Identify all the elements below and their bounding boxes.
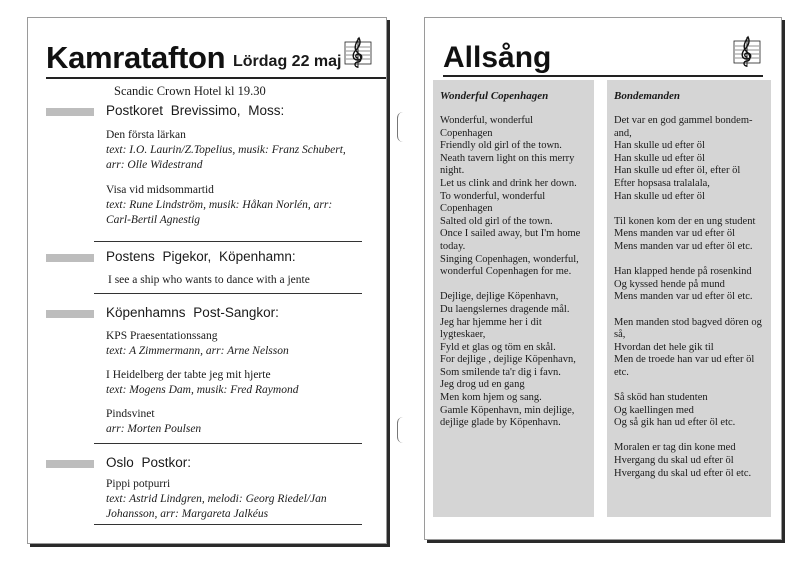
lyric-line: Friendly old girl of the town. (440, 140, 562, 152)
lyric-line (614, 254, 768, 267)
lyric-line: Neath tavern light on this merry (440, 152, 575, 164)
lyric-line: Men manden stod bagved dören og (614, 316, 762, 328)
lyrics-lines (440, 115, 594, 430)
song-credits: Carl-Bertil Agnestig (106, 214, 201, 226)
lyric-line: Som smilende ta'r dig i favn. (440, 366, 561, 378)
lyric-line: Mens manden var ud efter öl etc. (614, 240, 753, 252)
lyric-line: Hvergang du skal ud efter öl (614, 455, 734, 467)
section-marker (46, 254, 94, 262)
lyric-line: Dejlige, dejlige Köpenhavn, (440, 291, 559, 303)
song-credits: arr: Morten Poulsen (106, 423, 202, 435)
lyric-line: Once I sailed away, but I'm home (440, 228, 581, 240)
lyrics-lines (614, 115, 768, 480)
lyric-line: Til konen kom der en ung student (614, 215, 756, 227)
lyric-line (614, 304, 768, 317)
song-item (106, 183, 366, 228)
lyric-line: Så sköd han studenten (614, 392, 708, 404)
page-title: Allsång (443, 41, 552, 74)
lyric-line: today. (440, 240, 466, 252)
lyric-line: dejlige glade by Köpenhavn. (440, 417, 561, 429)
lyric-line: Fyld et glas og töm en skål. (440, 341, 556, 353)
venue-text: Scandic Crown Hotel kl 19.30 (114, 84, 266, 98)
song-credits: text: Rune Lindström, musik: Håkan Norlén, arr: (106, 199, 333, 211)
lyric-line: Copenhagen (440, 127, 493, 139)
song-item (106, 477, 366, 522)
title-underline (443, 75, 763, 77)
song-title: Wonderful Copenhagen (440, 90, 549, 102)
lyric-line: Gamle Köpenhavn, min dejlige, (440, 404, 575, 416)
choir-heading: Postkoret Brevissimo, Moss: (106, 103, 285, 118)
song-title: Bondemanden (614, 90, 681, 102)
lyric-line: Det var en god gammel bondem- (614, 115, 753, 126)
lyrics-column (433, 80, 594, 517)
page-title: Kamratafton (46, 40, 226, 75)
lyric-line: Salted old girl of the town. (440, 215, 553, 227)
music-clef-icon (732, 35, 762, 69)
lyric-line: Mens manden var ud efter öl (614, 228, 736, 240)
song-item (108, 273, 378, 288)
lyric-line: Han skulle ud efter öl (614, 152, 705, 164)
section-marker (46, 310, 94, 318)
lyric-line: Singing Copenhagen, wonderful, (440, 253, 579, 265)
lyric-line: Han skulle ud efter öl, efter öl (614, 165, 741, 177)
song-credits: Johansson, arr: Margareta Jalkéus (106, 508, 269, 520)
lyric-line: For dejlige , dejlige Köpenhavn, (440, 354, 576, 366)
lyric-line: Og så gik han ud efter öl etc. (614, 417, 736, 429)
lyric-line: Og kyssed hende på mund (614, 278, 725, 290)
choir-heading: Postens Pigekor, Köpenhamn: (106, 249, 296, 264)
lyric-line: Men kom hjem og sang. (440, 392, 542, 404)
section-divider (94, 241, 362, 242)
lyric-line (614, 430, 768, 443)
lyric-line: Du laengslernes dragende mål. (440, 303, 570, 315)
lyric-line: Han skulle ud efter öl (614, 140, 705, 152)
lyric-line: night. (440, 165, 465, 177)
lyric-line: Men de troede han var ud efter öl (614, 354, 755, 366)
choir-heading: Oslo Postkor: (106, 455, 192, 470)
section-divider (94, 293, 362, 294)
lyric-line (440, 279, 594, 292)
lyric-line: etc. (614, 366, 629, 378)
binding-clip (397, 417, 406, 443)
choir-heading: Köpenhamns Post-Sangkor: (106, 305, 279, 320)
lyric-line: Han skulle ud efter öl (614, 190, 705, 202)
song-item (106, 407, 366, 437)
lyric-line: Hvergang du skal ud efter öl etc. (614, 467, 752, 479)
lyric-line: wonderful Copenhagen for me. (440, 266, 572, 278)
section-divider (94, 524, 362, 525)
song-credits: arr: Olle Widestrand (106, 159, 203, 171)
lyric-line: To wonderful, wonderful (440, 190, 546, 202)
lyric-line: Han klapped hende på rosenkind (614, 266, 752, 278)
lyric-line: Wonderful, wonderful (440, 115, 534, 126)
event-date: Lördag 22 maj (233, 53, 342, 70)
lyric-line: Og kaellingen med (614, 404, 694, 416)
song-item (106, 128, 366, 173)
lyric-line (614, 203, 768, 216)
song-title: Pindsvinet (106, 408, 155, 420)
lyric-line: Efter hopsasa tralalala, (614, 177, 710, 189)
lyric-line: Mens manden var ud efter öl etc. (614, 291, 753, 303)
lyric-line: Moralen er tag din kone med (614, 442, 736, 454)
section-marker (46, 460, 94, 468)
song-item (106, 368, 366, 398)
lyrics-column (607, 80, 771, 517)
section-divider (94, 443, 362, 444)
song-title: KPS Praesentationssang (106, 330, 218, 342)
song-item (106, 329, 366, 359)
song-title: I Heidelberg der tabte jeg mit hjerte (106, 369, 271, 381)
song-title: Den första lärkan (106, 129, 186, 141)
section-marker (46, 108, 94, 116)
lyric-line: lygteskaer, (440, 329, 486, 341)
music-clef-icon (343, 36, 373, 70)
lyric-line: så, (614, 329, 626, 341)
song-title: Visa vid midsommartid (106, 184, 214, 196)
song-title: I see a ship who wants to dance with a jente (108, 274, 310, 286)
songbook-page (424, 17, 782, 540)
lyric-line: Let us clink and drink her down. (440, 177, 577, 189)
song-credits: text: Astrid Lindgren, melodi: Georg Riedel/Jan (106, 493, 327, 505)
song-credits: text: A Zimmermann, arr: Arne Nelsson (106, 345, 289, 357)
lyric-line: and, (614, 127, 632, 139)
lyric-line: Jeg drog ud en gang (440, 379, 525, 391)
lyric-line (614, 379, 768, 392)
song-credits: text: Mogens Dam, musik: Fred Raymond (106, 384, 299, 396)
title-underline (46, 77, 386, 79)
program-page (27, 17, 387, 544)
lyric-line: Hvordan det hele gik til (614, 341, 714, 353)
lyric-line: Jeg har hjemme her i dit (440, 316, 542, 328)
song-title: Pippi potpurri (106, 478, 171, 490)
song-credits: text: I.O. Laurin/Z.Topelius, musik: Franz Schubert, (106, 144, 346, 156)
lyric-line: Copenhagen (440, 203, 493, 215)
binding-clip (397, 112, 406, 142)
